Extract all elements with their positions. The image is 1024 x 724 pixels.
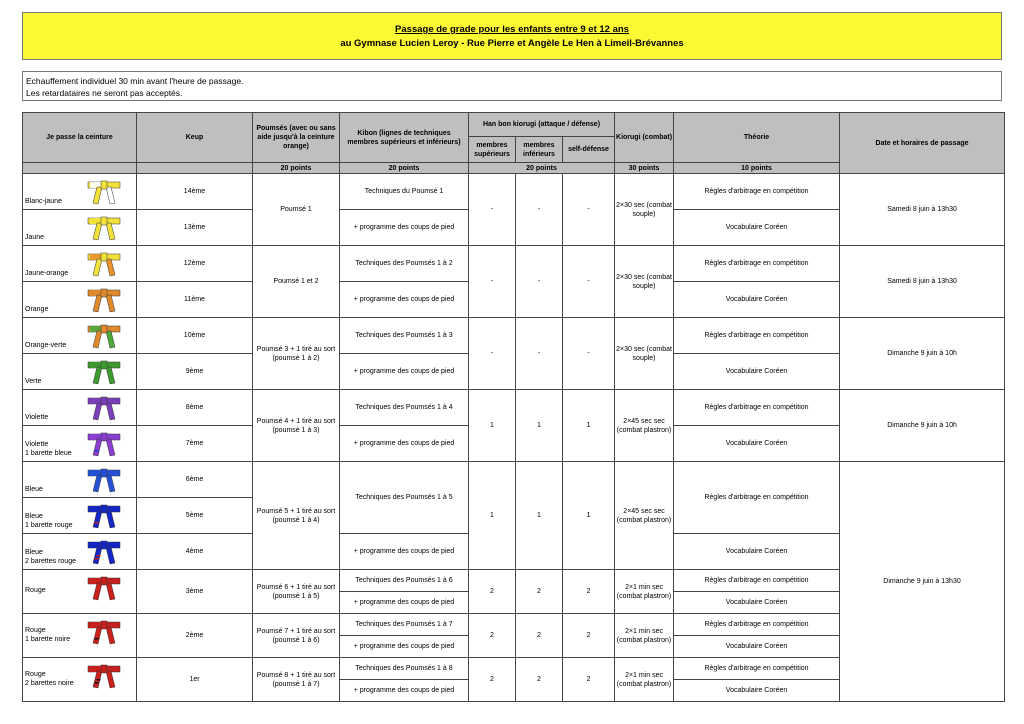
belt-name: Orange-verte xyxy=(25,342,67,349)
belt-stripe-note: 1 barette bleue xyxy=(25,450,72,457)
han-self-cell: 2 xyxy=(563,658,615,702)
kiorugi-cell: 2×1 min sec (combat plastron) xyxy=(615,658,674,702)
kibon-cell: + programme des coups de pied xyxy=(340,210,469,246)
han-sup-cell: 1 xyxy=(469,462,516,570)
belt-stripe-note: 2 barettes noire xyxy=(25,680,74,687)
belt-name: Rouge xyxy=(25,671,46,678)
header-belt: Je passe la ceinture xyxy=(23,113,137,163)
belt-yellow-icon xyxy=(86,214,122,242)
theorie-cell: Règles d'arbitrage en compétition xyxy=(674,174,840,210)
table-row xyxy=(23,318,1005,354)
kibon-cell: + programme des coups de pied xyxy=(340,592,469,614)
keup-cell: 2ème xyxy=(137,614,253,658)
date-cell: Dimanche 9 juin à 10h xyxy=(840,390,1005,462)
han-self-cell: - xyxy=(563,318,615,390)
kibon-cell: Techniques des Poumsés 1 à 3 xyxy=(340,318,469,354)
belt-blue-two-red-stripes-icon xyxy=(86,538,122,566)
keup-cell: 7ème xyxy=(137,426,253,462)
table-row xyxy=(23,462,1005,498)
kiorugi-cell: 2×30 sec (combat souple) xyxy=(615,174,674,246)
han-sup-cell: - xyxy=(469,174,516,246)
poumse-cell: Poumsé 3 + 1 tiré au sort (poumsé 1 à 2) xyxy=(253,318,340,390)
belt-stripe-note: 2 barettes rouge xyxy=(25,558,76,565)
theorie-cell: Vocabulaire Coréen xyxy=(674,636,840,658)
kibon-cell: Techniques des Poumsés 1 à 4 xyxy=(340,390,469,426)
han-self-cell: - xyxy=(563,246,615,318)
header-date: Date et horaires de passage xyxy=(840,113,1005,174)
kiorugi-cell: 2×45 sec sec (combat plastron) xyxy=(615,462,674,570)
poumse-cell: Poumsé 1 xyxy=(253,174,340,246)
belt-white-yellow-icon xyxy=(86,178,122,206)
han-self-cell: 2 xyxy=(563,614,615,658)
belt-cell xyxy=(23,614,137,658)
theorie-cell: Vocabulaire Coréen xyxy=(674,426,840,462)
belt-name: Jaune-orange xyxy=(25,270,69,277)
belt-cell xyxy=(23,318,137,354)
poumse-cell: Poumsé 5 + 1 tiré au sort (poumsé 1 à 4) xyxy=(253,462,340,570)
belt-name: Bleue xyxy=(25,486,43,493)
header-keup: Keup xyxy=(137,113,253,163)
date-cell: Dimanche 9 juin à 13h30 xyxy=(840,462,1005,702)
belt-cell xyxy=(23,246,137,282)
header-kibon: Kibon (lignes de techniques membres supérieurs et inférieurs) xyxy=(340,113,469,163)
kibon-cell: + programme des coups de pied xyxy=(340,636,469,658)
theorie-cell: Vocabulaire Coréen xyxy=(674,282,840,318)
belt-green-icon xyxy=(86,358,122,386)
header-han-self: self-défense xyxy=(563,137,615,163)
keup-cell: 14ème xyxy=(137,174,253,210)
belt-cell xyxy=(23,498,137,534)
keup-cell: 8ème xyxy=(137,390,253,426)
points-han: 20 points xyxy=(469,163,615,174)
han-sup-cell: 1 xyxy=(469,390,516,462)
han-inf-cell: 2 xyxy=(516,614,563,658)
title-line-1: Passage de grade pour les enfants entre 9 et 12 ans xyxy=(395,24,629,35)
kibon-cell: Techniques du Poumsé 1 xyxy=(340,174,469,210)
belt-cell xyxy=(23,462,137,498)
points-kibon: 20 points xyxy=(340,163,469,174)
keup-cell: 3ème xyxy=(137,570,253,614)
belt-cell xyxy=(23,354,137,390)
header-han-sup: membres supérieurs xyxy=(469,137,516,163)
theorie-cell: Règles d'arbitrage en compétition xyxy=(674,246,840,282)
han-sup-cell: - xyxy=(469,318,516,390)
han-inf-cell: - xyxy=(516,174,563,246)
grade-table xyxy=(22,112,1005,702)
han-sup-cell: 2 xyxy=(469,614,516,658)
belt-cell xyxy=(23,282,137,318)
han-inf-cell: - xyxy=(516,246,563,318)
kibon-cell: Techniques des Poumsés 1 à 8 xyxy=(340,658,469,680)
header-kiorugi: Kiorugi (combat) xyxy=(615,113,674,163)
belt-stripe-note: 1 barette noire xyxy=(25,636,71,643)
han-inf-cell: 2 xyxy=(516,570,563,614)
keup-cell: 9ème xyxy=(137,354,253,390)
poumse-cell: Poumsé 1 et 2 xyxy=(253,246,340,318)
kibon-cell: + programme des coups de pied xyxy=(340,282,469,318)
han-inf-cell: - xyxy=(516,318,563,390)
poumse-cell: Poumsé 6 + 1 tiré au sort (poumsé 1 à 5) xyxy=(253,570,340,614)
keup-cell: 5ème xyxy=(137,498,253,534)
belt-name: Bleue xyxy=(25,513,43,520)
keup-cell: 1er xyxy=(137,658,253,702)
belt-cell xyxy=(23,570,137,614)
belt-name: Rouge xyxy=(25,587,46,594)
belt-cell xyxy=(23,426,137,462)
date-cell: Dimanche 9 juin à 10h xyxy=(840,318,1005,390)
note-line-1: Echauffement individuel 30 min avant l'heure de passage. xyxy=(26,76,244,86)
belt-cell xyxy=(23,174,137,210)
belt-name: Orange xyxy=(25,306,49,313)
han-inf-cell: 2 xyxy=(516,658,563,702)
kibon-cell: + programme des coups de pied xyxy=(340,680,469,702)
belt-cell xyxy=(23,534,137,570)
theorie-cell: Règles d'arbitrage en compétition xyxy=(674,658,840,680)
kibon-cell: + programme des coups de pied xyxy=(340,426,469,462)
belt-purple-icon xyxy=(86,394,122,422)
points-poumse: 20 points xyxy=(253,163,340,174)
notes-box xyxy=(22,71,1002,101)
page-title xyxy=(22,12,1002,60)
belt-stripe-note: 1 barette rouge xyxy=(25,522,73,529)
table-row xyxy=(23,174,1005,210)
belt-orange-icon xyxy=(86,286,122,314)
points-theorie: 10 points xyxy=(674,163,840,174)
han-self-cell: 1 xyxy=(563,390,615,462)
han-self-cell: 2 xyxy=(563,570,615,614)
belt-yellow-orange-icon xyxy=(86,250,122,278)
belt-name: Verte xyxy=(25,378,42,385)
points-kiorugi: 30 points xyxy=(615,163,674,174)
theorie-cell: Règles d'arbitrage en compétition xyxy=(674,390,840,426)
belt-blue-red-stripe-icon xyxy=(86,502,122,530)
note-line-2: Les retardataires ne seront pas acceptés. xyxy=(26,88,183,98)
points-belt xyxy=(23,163,137,174)
han-sup-cell: 2 xyxy=(469,658,516,702)
han-sup-cell: - xyxy=(469,246,516,318)
kibon-cell: Techniques des Poumsés 1 à 2 xyxy=(340,246,469,282)
belt-red-black-stripe-icon xyxy=(86,618,122,646)
poumse-cell: Poumsé 8 + 1 tiré au sort (poumsé 1 à 7) xyxy=(253,658,340,702)
kibon-cell: Techniques des Poumsés 1 à 7 xyxy=(340,614,469,636)
belt-name: Bleue xyxy=(25,549,43,556)
belt-cell xyxy=(23,390,137,426)
keup-cell: 13ème xyxy=(137,210,253,246)
belt-name: Rouge xyxy=(25,627,46,634)
poumse-cell: Poumsé 7 + 1 tiré au sort (poumsé 1 à 6) xyxy=(253,614,340,658)
kiorugi-cell: 2×30 sec (combat souple) xyxy=(615,246,674,318)
poumse-cell: Poumsé 4 + 1 tiré au sort (poumsé 1 à 3) xyxy=(253,390,340,462)
han-inf-cell: 1 xyxy=(516,390,563,462)
belt-red-two-black-stripes-icon xyxy=(86,662,122,690)
theorie-cell: Vocabulaire Coréen xyxy=(674,680,840,702)
header-han-bon-kiorugi: Han bon kiorugi (attaque / défense) xyxy=(469,113,615,137)
han-self-cell: - xyxy=(563,174,615,246)
keup-cell: 11ème xyxy=(137,282,253,318)
belt-name: Violette xyxy=(25,414,49,421)
theorie-cell: Règles d'arbitrage en compétition xyxy=(674,318,840,354)
kibon-cell: + programme des coups de pied xyxy=(340,354,469,390)
table-row xyxy=(23,246,1005,282)
belt-cell xyxy=(23,658,137,702)
theorie-cell: Vocabulaire Coréen xyxy=(674,534,840,570)
date-cell: Samedi 8 juin à 13h30 xyxy=(840,246,1005,318)
keup-cell: 4ème xyxy=(137,534,253,570)
theorie-cell: Vocabulaire Coréen xyxy=(674,592,840,614)
han-self-cell: 1 xyxy=(563,462,615,570)
han-inf-cell: 1 xyxy=(516,462,563,570)
keup-cell: 12ème xyxy=(137,246,253,282)
table-row xyxy=(23,390,1005,426)
belt-name: Blanc-jaune xyxy=(25,198,62,205)
date-cell: Samedi 8 juin à 13h30 xyxy=(840,174,1005,246)
belt-cell xyxy=(23,210,137,246)
keup-cell: 6ème xyxy=(137,462,253,498)
keup-cell: 10ème xyxy=(137,318,253,354)
belt-red-icon xyxy=(86,574,122,602)
kiorugi-cell: 2×1 min sec (combat plastron) xyxy=(615,570,674,614)
theorie-cell: Règles d'arbitrage en compétition xyxy=(674,614,840,636)
kiorugi-cell: 2×30 sec (combat souple) xyxy=(615,318,674,390)
header-theorie: Théorie xyxy=(674,113,840,163)
theorie-cell: Vocabulaire Coréen xyxy=(674,354,840,390)
points-keup xyxy=(137,163,253,174)
header-han-inf: membres inférieurs xyxy=(516,137,563,163)
theorie-cell: Vocabulaire Coréen xyxy=(674,210,840,246)
theorie-cell: Règles d'arbitrage en compétition xyxy=(674,462,840,534)
kibon-cell: Techniques des Poumsés 1 à 6 xyxy=(340,570,469,592)
han-sup-cell: 2 xyxy=(469,570,516,614)
belt-purple-blue-stripe-icon xyxy=(86,430,122,458)
kibon-cell: Techniques des Poumsés 1 à 5 xyxy=(340,462,469,534)
belt-name: Violette xyxy=(25,441,49,448)
theorie-cell: Règles d'arbitrage en compétition xyxy=(674,570,840,592)
belt-blue-icon xyxy=(86,466,122,494)
kiorugi-cell: 2×45 sec sec (combat plastron) xyxy=(615,390,674,462)
belt-orange-green-icon xyxy=(86,322,122,350)
kibon-cell: + programme des coups de pied xyxy=(340,534,469,570)
header-poumse: Poumsés (avec ou sans aide jusqu'à la ceinture orange) xyxy=(253,113,340,163)
belt-name: Jaune xyxy=(25,234,45,241)
title-line-2: au Gymnase Lucien Leroy - Rue Pierre et Angèle Le Hen à Limeil-Brévannes xyxy=(340,38,684,49)
kiorugi-cell: 2×1 min sec (combat plastron) xyxy=(615,614,674,658)
